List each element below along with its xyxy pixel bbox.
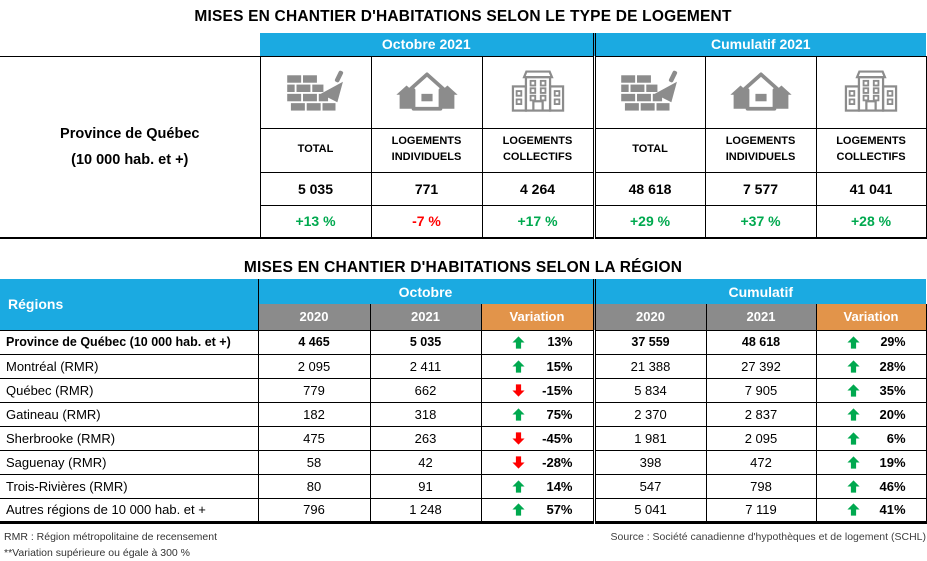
table1-group-octobre-2021: Octobre 2021 — [260, 33, 594, 56]
region-name: Sherbrooke (RMR) — [0, 426, 258, 450]
oct-2020-value: 779 — [258, 378, 370, 402]
up-arrow-icon — [847, 336, 860, 349]
oct-variation-cell — [481, 426, 594, 450]
oct-variation-cell — [481, 402, 594, 426]
cum-variation-cell — [816, 474, 926, 498]
cum-variation-value: 20% — [879, 406, 906, 422]
column-header: TOTAL — [260, 128, 371, 172]
starts-value: 41 041 — [816, 172, 926, 205]
oct-variation-cell — [481, 354, 594, 378]
table-row — [0, 378, 926, 402]
cum-variation-value: 19% — [879, 454, 906, 470]
region-name: Province de Québec (10 000 hab. et +) — [0, 330, 258, 354]
cum-variation-cell — [816, 402, 926, 426]
oct-2020-value: 475 — [258, 426, 370, 450]
cum-2020-value: 398 — [594, 450, 706, 474]
housing-starts-by-type-table — [0, 33, 927, 239]
footnote-variation: **Variation supérieure ou égale à 300 % — [4, 547, 191, 559]
cum-2021-value: 798 — [706, 474, 816, 498]
cum-2020-value: 37 559 — [594, 330, 706, 354]
province-label-line2: (10 000 hab. et +) — [71, 151, 189, 168]
table2-group-cumulatif: Cumulatif — [594, 279, 926, 304]
down-arrow-icon — [512, 384, 525, 397]
oct-2020-value: 796 — [258, 498, 370, 522]
table-row — [0, 498, 926, 522]
cum-variation-value: 46% — [879, 478, 906, 494]
oct-variation-value: 57% — [546, 502, 573, 517]
cum-2020-value: 5 041 — [594, 498, 706, 522]
up-arrow-icon — [512, 480, 525, 493]
table-row — [0, 330, 926, 354]
table-row — [0, 354, 926, 378]
oct-variation-value: -45% — [542, 430, 573, 446]
up-arrow-icon — [512, 336, 525, 349]
column-header: LOGEMENTS COLLECTIFS — [816, 128, 926, 172]
cum-variation-value: 28% — [879, 358, 906, 374]
up-arrow-icon — [847, 384, 860, 397]
starts-value: 4 264 — [482, 172, 594, 205]
table1-title: MISES EN CHANTIER D'HABITATIONS SELON LE TYPE DE LOGEMENT — [194, 8, 732, 25]
column-header: LOGEMENTS INDIVIDUELS — [705, 128, 816, 172]
oct-variation-value: -15% — [542, 382, 573, 398]
province-label-line1: Province de Québec — [60, 125, 200, 142]
table-row — [0, 426, 926, 450]
region-name: Saguenay (RMR) — [0, 450, 258, 474]
cum-variation-cell — [816, 498, 926, 522]
oct-variation-cell — [481, 498, 594, 522]
oct-variation-cell — [481, 450, 594, 474]
subheader-oct-2021: 2021 — [370, 304, 481, 330]
cum-variation-cell — [816, 426, 926, 450]
icon-cell — [816, 56, 926, 128]
variation-value: -7 % — [371, 205, 482, 238]
oct-variation-value: 75% — [546, 406, 573, 422]
house-icon — [728, 66, 794, 118]
starts-value: 5 035 — [260, 172, 371, 205]
table1-corner-blank — [0, 33, 260, 56]
regions-header: Régions — [0, 279, 258, 330]
oct-variation-value: 14% — [546, 478, 573, 494]
region-name: Québec (RMR) — [0, 378, 258, 402]
oct-2020-value: 80 — [258, 474, 370, 498]
apartment-building-icon — [838, 66, 904, 118]
oct-variation-cell — [481, 330, 594, 354]
subheader-cum-2021: 2021 — [706, 304, 816, 330]
table-row — [0, 450, 926, 474]
variation-value: +29 % — [594, 205, 705, 238]
cum-variation-cell — [816, 378, 926, 402]
oct-2021-value: 2 411 — [370, 354, 481, 378]
up-arrow-icon — [512, 503, 525, 516]
cum-variation-cell — [816, 354, 926, 378]
house-icon — [394, 66, 460, 118]
oct-variation-cell — [481, 378, 594, 402]
source-note: Source : Société canadienne d'hypothèques et de logement (SCHL) — [610, 531, 926, 543]
oct-2020-value: 2 095 — [258, 354, 370, 378]
cum-variation-value: 6% — [886, 430, 906, 446]
subheader-oct-variation: Variation — [481, 304, 594, 330]
oct-2021-value: 662 — [370, 378, 481, 402]
icon-cell — [482, 56, 594, 128]
up-arrow-icon — [847, 408, 860, 421]
starts-value: 48 618 — [594, 172, 705, 205]
oct-2021-value: 263 — [370, 426, 481, 450]
variation-value: +13 % — [260, 205, 371, 238]
cum-variation-value: 35% — [879, 382, 906, 398]
icon-cell — [594, 56, 705, 128]
table1-row-label — [0, 56, 260, 238]
oct-variation-value: 15% — [546, 358, 573, 374]
region-name: Montréal (RMR) — [0, 354, 258, 378]
cum-variation-value: 29% — [880, 335, 906, 349]
cum-2020-value: 5 834 — [594, 378, 706, 402]
cum-2021-value: 2 095 — [706, 426, 816, 450]
cum-2021-value: 27 392 — [706, 354, 816, 378]
up-arrow-icon — [512, 360, 525, 373]
cum-2020-value: 547 — [594, 474, 706, 498]
oct-2021-value: 42 — [370, 450, 481, 474]
subheader-oct-2020: 2020 — [258, 304, 370, 330]
table-row — [0, 474, 926, 498]
down-arrow-icon — [512, 432, 525, 445]
oct-2021-value: 1 248 — [370, 498, 481, 522]
oct-variation-value: 13% — [547, 335, 573, 349]
variation-value: +17 % — [482, 205, 594, 238]
footnote-rmr: RMR : Région métropolitaine de recensement — [4, 531, 218, 543]
housing-starts-by-region-table — [0, 279, 927, 524]
column-header: LOGEMENTS INDIVIDUELS — [371, 128, 482, 172]
oct-2020-value: 182 — [258, 402, 370, 426]
up-arrow-icon — [512, 408, 525, 421]
table-row — [0, 402, 926, 426]
cum-2020-value: 21 388 — [594, 354, 706, 378]
subheader-cum-2020: 2020 — [594, 304, 706, 330]
region-name: Autres régions de 10 000 hab. et + — [0, 498, 258, 522]
region-name: Trois-Rivières (RMR) — [0, 474, 258, 498]
subheader-cum-variation: Variation — [816, 304, 926, 330]
column-header: LOGEMENTS COLLECTIFS — [482, 128, 594, 172]
table1-group-cumulatif-2021: Cumulatif 2021 — [594, 33, 926, 56]
table2-group-octobre: Octobre — [258, 279, 594, 304]
variation-value: +37 % — [705, 205, 816, 238]
table2-group-header-row — [0, 279, 926, 304]
up-arrow-icon — [847, 480, 860, 493]
cum-variation-value: 41% — [879, 502, 906, 517]
oct-2020-value: 4 465 — [258, 330, 370, 354]
bricks-trowel-icon — [617, 66, 683, 118]
table2-title: MISES EN CHANTIER D'HABITATIONS SELON LA RÉGION — [243, 259, 683, 276]
bricks-trowel-icon — [283, 66, 349, 118]
starts-value: 771 — [371, 172, 482, 205]
icon-cell — [260, 56, 371, 128]
region-name: Gatineau (RMR) — [0, 402, 258, 426]
up-arrow-icon — [847, 432, 860, 445]
icon-cell — [705, 56, 816, 128]
cum-2020-value: 2 370 — [594, 402, 706, 426]
up-arrow-icon — [847, 360, 860, 373]
table1-group-header-row — [0, 33, 926, 56]
cum-2021-value: 2 837 — [706, 402, 816, 426]
cum-variation-cell — [816, 450, 926, 474]
oct-2021-value: 5 035 — [370, 330, 481, 354]
cum-2021-value: 48 618 — [706, 330, 816, 354]
oct-2021-value: 318 — [370, 402, 481, 426]
starts-value: 7 577 — [705, 172, 816, 205]
down-arrow-icon — [512, 456, 525, 469]
cum-2020-value: 1 981 — [594, 426, 706, 450]
icon-cell — [371, 56, 482, 128]
oct-2021-value: 91 — [370, 474, 481, 498]
cum-2021-value: 472 — [706, 450, 816, 474]
apartment-building-icon — [505, 66, 571, 118]
oct-variation-cell — [481, 474, 594, 498]
table1-icons-row — [0, 56, 926, 128]
cum-2021-value: 7 905 — [706, 378, 816, 402]
up-arrow-icon — [847, 503, 860, 516]
oct-2020-value: 58 — [258, 450, 370, 474]
cum-2021-value: 7 119 — [706, 498, 816, 522]
variation-value: +28 % — [816, 205, 926, 238]
column-header: TOTAL — [594, 128, 705, 172]
oct-variation-value: -28% — [542, 454, 573, 470]
up-arrow-icon — [847, 456, 860, 469]
cum-variation-cell — [816, 330, 926, 354]
